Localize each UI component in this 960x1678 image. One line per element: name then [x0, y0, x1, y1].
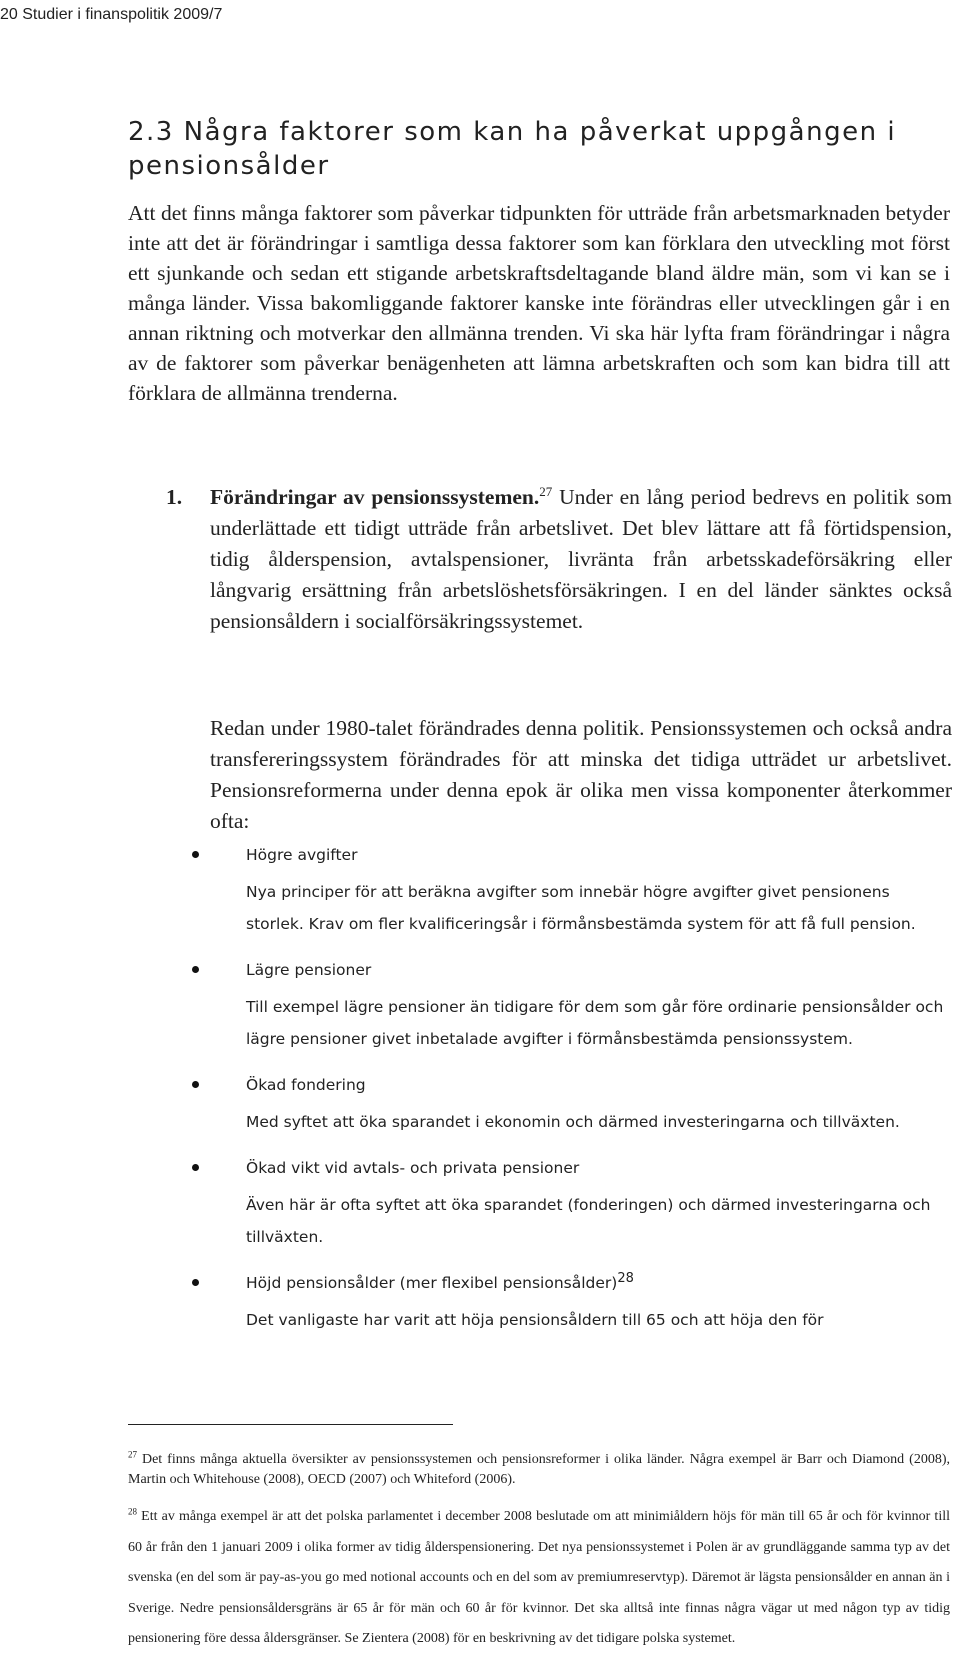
- intro-paragraph: Att det finns många faktorer som påverkar tidpunkten för utträde från arbetsmarknaden betyder inte att det är förändringar i samtliga dessa faktorer som kan förklara den utveckling mot först ett sjunkande och sedan ett stigande arbetskraftsdeltagande bland äldre män, som vi kan se i många länder. Vissa bakomliggande faktorer kanske inte förändras eller utvecklingen går i en annan riktning och motverkar den allmänna trenden. Vi ska här lyfta fram förändringar i några av de faktorer som påverkar benägenheten att lämna arbetskraften och som kan bidra till att förklara de allmänna trenderna.: [128, 201, 950, 405]
- footnote-text: Ett av många exempel är att det polska parlamentet i december 2008 beslutade om att minimiåldern höjs för män till 65 år och för kvinnor till 60 år från den 1 januari 2009 i olika former av tidig ålderspensionering. Det nya pensionssystemet i Polen är av grundläggande samma typ av det svenska (en del som är pay-as-you go med notional accounts och en del som av premiumreservtyp). Däremot är lägsta pensionsålder en annan än i Sverige. Nedre pensionsåldersgräns är 65 år för män och 60 år för kvinnor. Det ska alltså inte finnas några vägar ut med någon typ av tidig pensionering före dessa åldersgränser. Se Zientera (2008) för en beskrivning av det tidigare polska systemet.: [128, 1509, 950, 1646]
- footnote-number: 27: [128, 1449, 137, 1460]
- footnote-number: 28: [128, 1506, 137, 1517]
- footnote-27: [128, 1450, 950, 1490]
- bullet-description: Nya principer för att beräkna avgifter som innebär högre avgifter givet pensionens storlek. Krav om fler kvalificeringsår i förmånsbestämda system för att få full pension.: [246, 883, 916, 933]
- bullet-title: Högre avgifter: [246, 846, 358, 864]
- bullet-icon: [192, 851, 199, 858]
- running-header: 20 Studier i finanspolitik 2009/7: [0, 6, 223, 23]
- section-heading: 2.3 Några faktorer som kan ha påverkat uppgången i pensionsålder: [128, 117, 897, 181]
- bullet-item: [192, 1072, 952, 1138]
- footnotes: [128, 1450, 950, 1655]
- bullet-icon: [192, 966, 199, 973]
- numbered-item-1: [168, 482, 952, 637]
- bullet-title-text: Höjd pensionsålder (mer flexibel pensionsålder): [246, 1274, 618, 1292]
- bullet-item: [192, 1155, 952, 1253]
- bullet-title: Ökad fondering: [246, 1076, 366, 1094]
- bullet-item: [192, 957, 952, 1055]
- footnote-ref-27[interactable]: 27: [539, 483, 553, 499]
- bullet-description: Det vanligaste har varit att höja pensionsåldern till 65 och att höja den för: [246, 1311, 824, 1329]
- bullet-icon: [192, 1279, 199, 1286]
- bullet-item: [192, 1270, 952, 1336]
- bullet-icon: [192, 1164, 199, 1171]
- bullet-icon: [192, 1081, 199, 1088]
- bullet-description: Även här är ofta syftet att öka sparandet (fonderingen) och därmed investeringarna och tillväxten.: [246, 1196, 931, 1246]
- footnote-separator: [128, 1424, 453, 1425]
- bullet-description: Till exempel lägre pensioner än tidigare för dem som går före ordinarie pensionsålder och lägre pensioner givet inbetalade avgifter i förmånsbestämda pensionssystem.: [246, 998, 944, 1048]
- item-title: Förändringar av pensionssystemen.: [210, 485, 540, 509]
- bullet-item: [192, 842, 952, 940]
- footnote-ref-28[interactable]: 28: [617, 1270, 634, 1286]
- footnote-28: [128, 1502, 950, 1655]
- bullet-title: [246, 1270, 952, 1296]
- bullet-description: Med syftet att öka sparandet i ekonomin och därmed investeringarna och tillväxten.: [246, 1113, 900, 1131]
- item-text: Under en lång period bedrevs en politik som underlättade ett tidigt utträde från arbetslivet. Det blev lättare att få förtidspension, tidig ålderspension, avtalspensioner, livränta från arbetsskadeförsäkring eller långvarig ersättning från arbetslöshetsförsäkringen. I en del länder sänktes också pensionsåldern i socialförsäkringssystemet.: [210, 485, 952, 633]
- item-body: [210, 482, 952, 637]
- footnote-text: Det finns många aktuella översikter av pensionssystemen och pensionsreformer i olika länder. Några exempel är Barr och Diamond (2008), Martin och Whitehouse (2008), OECD (2007) och Whiteford (2006).: [128, 1452, 950, 1487]
- bullet-list: [192, 842, 952, 1340]
- bullet-title: Lägre pensioner: [246, 961, 372, 979]
- item-number: 1.: [166, 485, 183, 509]
- bullet-title: Ökad vikt vid avtals- och privata pensioner: [246, 1159, 580, 1177]
- continuation-paragraph: Redan under 1980-talet förändrades denna politik. Pensionssystemen och också andra transfereringssystem förändrades för att minska det tidiga utträdet ur arbetslivet. Pensionsreformerna under denna epok är olika men vissa komponenter återkommer ofta:: [210, 716, 952, 833]
